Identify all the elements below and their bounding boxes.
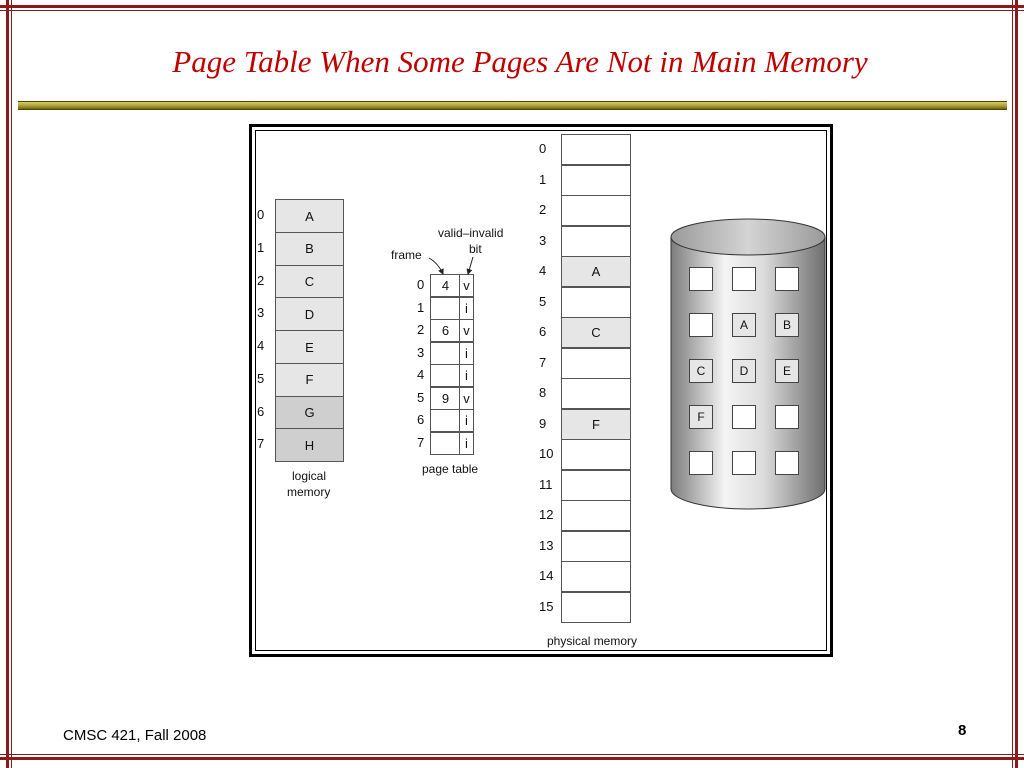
backing-store-block — [732, 405, 756, 429]
logical-page-index: 2 — [257, 272, 265, 288]
physical-frame-index: 3 — [539, 232, 547, 248]
frame-arrow — [429, 258, 443, 274]
logical-page-index: 0 — [257, 207, 265, 222]
physical-frame-index: 7 — [539, 354, 547, 370]
frame-top-line — [0, 5, 1024, 8]
page-table-bit-cell: v — [459, 387, 474, 410]
page-table-bit-cell: i — [459, 432, 474, 455]
physical-memory-label: physical memory — [547, 634, 638, 648]
physical-frame-index: 12 — [539, 507, 554, 522]
backing-store-block — [775, 405, 799, 429]
page-table-label: page table — [422, 462, 479, 476]
logical-memory-label-line2: memory — [287, 485, 331, 499]
physical-frame-index: 1 — [539, 171, 547, 187]
page-table-bit-cell: i — [459, 409, 474, 432]
valid-invalid-label: valid–invalid — [438, 226, 504, 240]
physical-frame-cell: F — [561, 409, 631, 440]
frame-right-line — [1015, 0, 1018, 768]
page-table-index: 7 — [417, 434, 425, 450]
backing-store-block — [732, 451, 756, 475]
logical-page-cell: H — [275, 428, 344, 462]
physical-frame-cell: C — [561, 317, 631, 348]
backing-store-block: C — [689, 359, 713, 383]
physical-frame-cell — [561, 195, 631, 226]
page-table-index: 2 — [417, 322, 425, 337]
backing-store-block: F — [689, 405, 713, 429]
logical-page-index: 7 — [257, 436, 265, 452]
logical-page-cell: B — [275, 232, 344, 266]
physical-frame-index: 10 — [539, 446, 554, 461]
valid-bit-arrow — [468, 257, 473, 274]
physical-frame-index: 4 — [539, 263, 547, 278]
page-table-index: 3 — [417, 344, 425, 360]
page-table-bit-cell: i — [459, 364, 474, 387]
logical-page-index: 3 — [257, 305, 265, 321]
physical-frame-index: 2 — [539, 202, 547, 217]
logical-page-cell: E — [275, 330, 344, 364]
page-table-frame-cell: 9 — [430, 387, 460, 410]
page-table-bit-cell: v — [459, 274, 474, 297]
physical-frame-cell — [561, 348, 631, 379]
page-table-frame-cell: 6 — [430, 319, 460, 342]
frame-left-line — [6, 0, 9, 768]
physical-frame-cell — [561, 134, 631, 165]
footer-page-number: 8 — [958, 722, 967, 739]
physical-frame-index: 8 — [539, 385, 547, 400]
title-divider — [18, 101, 1007, 110]
page-table-index: 0 — [417, 277, 425, 292]
logical-page-cell: A — [275, 199, 344, 233]
physical-frame-cell — [561, 531, 631, 562]
logical-page-index: 1 — [257, 239, 265, 255]
backing-store-block — [689, 313, 713, 337]
page-table-bit-cell: i — [459, 342, 474, 365]
physical-frame-index: 11 — [539, 476, 553, 492]
physical-frame-index: 5 — [539, 293, 547, 309]
physical-frame-index: 14 — [539, 568, 554, 583]
backing-store-block: D — [732, 359, 756, 383]
physical-frame-index: 15 — [539, 598, 554, 614]
page-table-frame-cell: 4 — [430, 274, 460, 297]
physical-frame-index: 0 — [539, 141, 547, 156]
physical-frame-cell — [561, 226, 631, 257]
footer-course: CMSC 421, Fall 2008 — [63, 727, 207, 744]
valid-invalid-bit-label: bit — [469, 242, 482, 256]
frame-top-line-inner — [0, 10, 1024, 11]
physical-frame-index: 13 — [539, 537, 554, 553]
backing-store-block — [689, 451, 713, 475]
page-table-index: 6 — [417, 412, 425, 427]
logical-page-index: 6 — [257, 403, 265, 419]
backing-store-block — [775, 451, 799, 475]
paging-diagram — [249, 124, 833, 657]
physical-frame-cell — [561, 287, 631, 318]
backing-store-block: E — [775, 359, 799, 383]
physical-frame-cell — [561, 592, 631, 623]
physical-frame-index: 6 — [539, 324, 547, 339]
logical-page-cell: C — [275, 265, 344, 299]
frame-label: frame — [391, 248, 422, 262]
physical-frame-cell — [561, 378, 631, 409]
slide-title: Page Table When Some Pages Are Not in Main Memory — [172, 44, 868, 79]
logical-page-index: 5 — [257, 370, 265, 386]
logical-page-cell: F — [275, 363, 344, 397]
frame-right-line-inner — [1012, 0, 1013, 768]
logical-page-cell: D — [275, 297, 344, 331]
page-table-index: 1 — [417, 299, 425, 315]
physical-frame-cell — [561, 470, 631, 501]
backing-store-block — [775, 267, 799, 291]
backing-store-block — [732, 267, 756, 291]
frame-bottom-line-inner — [0, 754, 1024, 755]
backing-store-block — [689, 267, 713, 291]
frame-bottom-line — [0, 757, 1024, 760]
physical-frame-cell — [561, 500, 631, 531]
page-table-index: 4 — [417, 367, 425, 382]
physical-frame-cell — [561, 561, 631, 592]
logical-page-cell: G — [275, 396, 344, 430]
frame-left-line-inner — [11, 0, 12, 768]
physical-frame-index: 9 — [539, 415, 547, 431]
physical-frame-cell — [561, 439, 631, 470]
logical-page-index: 4 — [257, 338, 265, 353]
page-table-bit-cell: v — [459, 319, 474, 342]
backing-store-block: A — [732, 313, 756, 337]
backing-store-block: B — [775, 313, 799, 337]
page-table-index: 5 — [417, 389, 425, 405]
page-table-bit-cell: i — [459, 297, 474, 320]
logical-memory-label-line1: logical — [292, 469, 327, 483]
physical-frame-cell: A — [561, 256, 631, 287]
physical-frame-cell — [561, 165, 631, 196]
